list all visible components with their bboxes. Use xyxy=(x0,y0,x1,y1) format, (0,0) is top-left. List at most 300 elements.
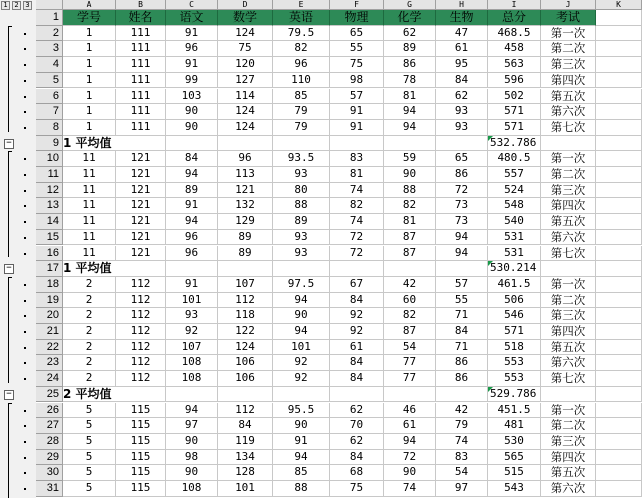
data-cell[interactable]: 71 xyxy=(436,308,488,324)
empty-cell[interactable] xyxy=(436,136,488,152)
empty-cell[interactable] xyxy=(596,136,642,152)
data-cell[interactable]: 106 xyxy=(218,371,273,387)
data-cell[interactable]: 2 xyxy=(63,324,116,340)
data-cell[interactable]: 98 xyxy=(330,73,384,89)
empty-cell[interactable] xyxy=(596,246,642,262)
data-cell[interactable]: 103 xyxy=(166,89,218,105)
data-cell[interactable]: 96 xyxy=(166,246,218,262)
row-header[interactable]: 17 xyxy=(36,261,63,277)
data-cell[interactable]: 92 xyxy=(273,355,330,371)
data-cell[interactable]: 11 xyxy=(63,151,116,167)
column-header[interactable]: A xyxy=(63,0,116,10)
data-cell[interactable]: 67 xyxy=(330,277,384,293)
data-cell[interactable]: 61 xyxy=(436,41,488,57)
data-cell[interactable]: 115 xyxy=(116,481,166,497)
data-cell[interactable]: 115 xyxy=(116,418,166,434)
data-cell[interactable]: 71 xyxy=(436,340,488,356)
data-cell[interactable]: 90 xyxy=(166,120,218,136)
exam-cell[interactable]: 第六次 xyxy=(541,481,596,497)
empty-cell[interactable] xyxy=(218,387,273,403)
data-cell[interactable]: 112 xyxy=(116,340,166,356)
data-cell[interactable]: 89 xyxy=(384,41,436,57)
data-cell[interactable]: 101 xyxy=(166,293,218,309)
data-cell[interactable]: 108 xyxy=(166,355,218,371)
data-cell[interactable]: 111 xyxy=(116,57,166,73)
data-cell[interactable]: 79 xyxy=(273,104,330,120)
row-header[interactable]: 29 xyxy=(36,450,63,466)
empty-cell[interactable] xyxy=(166,261,218,277)
data-cell[interactable]: 121 xyxy=(116,167,166,183)
empty-cell[interactable] xyxy=(384,387,436,403)
data-cell[interactable]: 2 xyxy=(63,308,116,324)
row-header[interactable]: 27 xyxy=(36,418,63,434)
data-cell[interactable]: 81 xyxy=(330,167,384,183)
data-cell[interactable]: 72 xyxy=(330,230,384,246)
data-cell[interactable]: 94 xyxy=(436,230,488,246)
data-cell[interactable]: 515 xyxy=(488,465,541,481)
row-header[interactable]: 8 xyxy=(36,120,63,136)
data-cell[interactable]: 108 xyxy=(166,371,218,387)
data-cell[interactable]: 85 xyxy=(273,465,330,481)
data-cell[interactable]: 2 xyxy=(63,355,116,371)
empty-cell[interactable] xyxy=(596,41,642,57)
data-cell[interactable]: 77 xyxy=(384,371,436,387)
data-cell[interactable]: 84 xyxy=(218,418,273,434)
empty-cell[interactable] xyxy=(596,230,642,246)
data-cell[interactable]: 480.5 xyxy=(488,151,541,167)
row-header[interactable]: 21 xyxy=(36,324,63,340)
data-cell[interactable]: 451.5 xyxy=(488,403,541,419)
row-header[interactable]: 15 xyxy=(36,230,63,246)
data-cell[interactable]: 5 xyxy=(63,481,116,497)
average-label-cell[interactable]: 1 平均值 xyxy=(63,136,116,152)
data-cell[interactable]: 92 xyxy=(330,308,384,324)
collapse-group-button[interactable]: − xyxy=(4,390,14,400)
data-cell[interactable]: 11 xyxy=(63,167,116,183)
empty-cell[interactable] xyxy=(596,167,642,183)
data-cell[interactable]: 5 xyxy=(63,418,116,434)
data-cell[interactable]: 111 xyxy=(116,26,166,42)
data-cell[interactable]: 557 xyxy=(488,167,541,183)
data-cell[interactable]: 84 xyxy=(436,73,488,89)
column-header[interactable]: F xyxy=(330,0,384,10)
column-header[interactable]: C xyxy=(166,0,218,10)
exam-cell[interactable]: 第三次 xyxy=(541,308,596,324)
data-cell[interactable]: 91 xyxy=(273,434,330,450)
data-cell[interactable]: 91 xyxy=(330,120,384,136)
data-cell[interactable]: 90 xyxy=(166,104,218,120)
empty-cell[interactable] xyxy=(596,371,642,387)
average-label-cell[interactable]: 1 平均值 xyxy=(63,261,116,277)
empty-cell[interactable] xyxy=(596,277,642,293)
collapse-group-button[interactable]: − xyxy=(4,139,14,149)
data-cell[interactable]: 553 xyxy=(488,355,541,371)
data-cell[interactable]: 524 xyxy=(488,183,541,199)
data-cell[interactable]: 115 xyxy=(116,403,166,419)
data-cell[interactable]: 121 xyxy=(116,151,166,167)
data-cell[interactable]: 73 xyxy=(436,214,488,230)
empty-cell[interactable] xyxy=(330,387,384,403)
exam-cell[interactable]: 第四次 xyxy=(541,324,596,340)
data-cell[interactable]: 74 xyxy=(384,481,436,497)
empty-cell[interactable] xyxy=(596,73,642,89)
data-cell[interactable]: 94 xyxy=(166,214,218,230)
row-header[interactable]: 31 xyxy=(36,481,63,497)
collapse-group-button[interactable]: − xyxy=(4,264,14,274)
data-cell[interactable]: 2 xyxy=(63,340,116,356)
data-cell[interactable]: 83 xyxy=(330,151,384,167)
data-cell[interactable]: 97 xyxy=(436,481,488,497)
data-cell[interactable]: 94 xyxy=(384,120,436,136)
exam-cell[interactable]: 第一次 xyxy=(541,403,596,419)
data-cell[interactable]: 94 xyxy=(166,167,218,183)
empty-cell[interactable] xyxy=(116,261,166,277)
header-cell[interactable]: 物理 xyxy=(330,10,384,26)
data-cell[interactable]: 124 xyxy=(218,104,273,120)
data-cell[interactable]: 93 xyxy=(436,104,488,120)
data-cell[interactable]: 543 xyxy=(488,481,541,497)
exam-cell[interactable]: 第七次 xyxy=(541,120,596,136)
row-header[interactable]: 30 xyxy=(36,465,63,481)
data-cell[interactable]: 530 xyxy=(488,434,541,450)
row-header[interactable]: 6 xyxy=(36,89,63,105)
data-cell[interactable]: 73 xyxy=(436,198,488,214)
data-cell[interactable]: 94 xyxy=(384,104,436,120)
row-header[interactable]: 3 xyxy=(36,41,63,57)
data-cell[interactable]: 93 xyxy=(436,120,488,136)
row-header[interactable]: 20 xyxy=(36,308,63,324)
data-cell[interactable]: 54 xyxy=(436,465,488,481)
data-cell[interactable]: 91 xyxy=(330,104,384,120)
data-cell[interactable]: 75 xyxy=(330,481,384,497)
data-cell[interactable]: 11 xyxy=(63,214,116,230)
empty-cell[interactable] xyxy=(541,136,596,152)
data-cell[interactable]: 548 xyxy=(488,198,541,214)
data-cell[interactable]: 84 xyxy=(436,324,488,340)
data-cell[interactable]: 90 xyxy=(166,465,218,481)
data-cell[interactable]: 94 xyxy=(273,324,330,340)
data-cell[interactable]: 111 xyxy=(116,104,166,120)
column-header[interactable]: D xyxy=(218,0,273,10)
data-cell[interactable]: 82 xyxy=(384,198,436,214)
exam-cell[interactable]: 第四次 xyxy=(541,450,596,466)
average-label-cell[interactable]: 2 平均值 xyxy=(63,387,116,403)
data-cell[interactable]: 74 xyxy=(330,183,384,199)
data-cell[interactable]: 112 xyxy=(218,293,273,309)
exam-cell[interactable]: 第二次 xyxy=(541,293,596,309)
data-cell[interactable]: 81 xyxy=(384,89,436,105)
data-cell[interactable]: 113 xyxy=(218,167,273,183)
empty-cell[interactable] xyxy=(166,136,218,152)
data-cell[interactable]: 111 xyxy=(116,89,166,105)
exam-cell[interactable]: 第五次 xyxy=(541,465,596,481)
data-cell[interactable]: 90 xyxy=(273,418,330,434)
data-cell[interactable]: 62 xyxy=(436,89,488,105)
data-cell[interactable]: 57 xyxy=(330,89,384,105)
data-cell[interactable]: 1 xyxy=(63,41,116,57)
data-cell[interactable]: 74 xyxy=(436,434,488,450)
data-cell[interactable]: 87 xyxy=(384,230,436,246)
exam-cell[interactable]: 第六次 xyxy=(541,104,596,120)
exam-cell[interactable]: 第四次 xyxy=(541,198,596,214)
data-cell[interactable]: 2 xyxy=(63,277,116,293)
data-cell[interactable]: 94 xyxy=(273,450,330,466)
data-cell[interactable]: 5 xyxy=(63,465,116,481)
data-cell[interactable]: 458 xyxy=(488,41,541,57)
data-cell[interactable]: 93 xyxy=(273,167,330,183)
header-cell[interactable]: 语文 xyxy=(166,10,218,26)
data-cell[interactable]: 1 xyxy=(63,104,116,120)
column-header[interactable]: J xyxy=(541,0,596,10)
data-cell[interactable]: 72 xyxy=(330,246,384,262)
data-cell[interactable]: 112 xyxy=(116,277,166,293)
data-cell[interactable]: 55 xyxy=(436,293,488,309)
data-cell[interactable]: 84 xyxy=(330,293,384,309)
empty-cell[interactable] xyxy=(218,261,273,277)
data-cell[interactable]: 502 xyxy=(488,89,541,105)
header-cell[interactable]: 总分 xyxy=(488,10,541,26)
data-cell[interactable]: 62 xyxy=(384,26,436,42)
data-cell[interactable]: 531 xyxy=(488,230,541,246)
empty-cell[interactable] xyxy=(116,387,166,403)
data-cell[interactable]: 5 xyxy=(63,434,116,450)
data-cell[interactable]: 78 xyxy=(384,73,436,89)
exam-cell[interactable]: 第二次 xyxy=(541,418,596,434)
data-cell[interactable]: 95.5 xyxy=(273,403,330,419)
data-cell[interactable]: 82 xyxy=(273,41,330,57)
data-cell[interactable]: 128 xyxy=(218,465,273,481)
empty-cell[interactable] xyxy=(596,340,642,356)
exam-cell[interactable]: 第三次 xyxy=(541,183,596,199)
row-header[interactable]: 25 xyxy=(36,387,63,403)
data-cell[interactable]: 115 xyxy=(116,450,166,466)
data-cell[interactable]: 91 xyxy=(166,277,218,293)
row-header[interactable]: 12 xyxy=(36,183,63,199)
data-cell[interactable]: 546 xyxy=(488,308,541,324)
data-cell[interactable]: 107 xyxy=(218,277,273,293)
data-cell[interactable]: 42 xyxy=(384,277,436,293)
row-header[interactable]: 14 xyxy=(36,214,63,230)
column-header[interactable]: B xyxy=(116,0,166,10)
data-cell[interactable]: 121 xyxy=(218,183,273,199)
empty-cell[interactable] xyxy=(541,387,596,403)
data-cell[interactable]: 59 xyxy=(384,151,436,167)
empty-cell[interactable] xyxy=(596,308,642,324)
data-cell[interactable]: 88 xyxy=(273,198,330,214)
data-cell[interactable]: 86 xyxy=(436,371,488,387)
data-cell[interactable]: 2 xyxy=(63,371,116,387)
data-cell[interactable]: 70 xyxy=(330,418,384,434)
outline-level-button[interactable]: 3 xyxy=(23,1,32,10)
data-cell[interactable]: 75 xyxy=(218,41,273,57)
column-header[interactable]: K xyxy=(596,0,642,10)
empty-cell[interactable] xyxy=(596,151,642,167)
row-header[interactable]: 23 xyxy=(36,355,63,371)
data-cell[interactable]: 1 xyxy=(63,120,116,136)
row-header[interactable]: 19 xyxy=(36,293,63,309)
data-cell[interactable]: 106 xyxy=(218,355,273,371)
empty-cell[interactable] xyxy=(166,387,218,403)
data-cell[interactable]: 107 xyxy=(166,340,218,356)
data-cell[interactable]: 5 xyxy=(63,403,116,419)
data-cell[interactable]: 88 xyxy=(384,183,436,199)
data-cell[interactable]: 506 xyxy=(488,293,541,309)
data-cell[interactable]: 79 xyxy=(273,120,330,136)
data-cell[interactable]: 101 xyxy=(273,340,330,356)
header-cell[interactable]: 姓名 xyxy=(116,10,166,26)
data-cell[interactable]: 47 xyxy=(436,26,488,42)
data-cell[interactable]: 111 xyxy=(116,41,166,57)
empty-cell[interactable] xyxy=(596,481,642,497)
data-cell[interactable]: 60 xyxy=(384,293,436,309)
empty-cell[interactable] xyxy=(596,26,642,42)
data-cell[interactable]: 89 xyxy=(218,230,273,246)
empty-cell[interactable] xyxy=(116,136,166,152)
data-cell[interactable]: 1 xyxy=(63,89,116,105)
data-cell[interactable]: 92 xyxy=(273,371,330,387)
data-cell[interactable]: 79 xyxy=(436,418,488,434)
outline-level-button[interactable]: 2 xyxy=(12,1,21,10)
data-cell[interactable]: 11 xyxy=(63,198,116,214)
data-cell[interactable]: 61 xyxy=(330,340,384,356)
data-cell[interactable]: 96 xyxy=(166,41,218,57)
column-header[interactable]: H xyxy=(436,0,488,10)
data-cell[interactable]: 81 xyxy=(384,214,436,230)
data-cell[interactable]: 90 xyxy=(273,308,330,324)
exam-cell[interactable]: 第五次 xyxy=(541,340,596,356)
exam-cell[interactable]: 第五次 xyxy=(541,89,596,105)
empty-cell[interactable] xyxy=(596,198,642,214)
data-cell[interactable]: 72 xyxy=(384,450,436,466)
empty-cell[interactable] xyxy=(330,261,384,277)
outline-level-button[interactable]: 1 xyxy=(1,1,10,10)
data-cell[interactable]: 124 xyxy=(218,340,273,356)
empty-cell[interactable] xyxy=(596,324,642,340)
empty-cell[interactable] xyxy=(436,387,488,403)
data-cell[interactable]: 94 xyxy=(436,246,488,262)
data-cell[interactable]: 112 xyxy=(116,324,166,340)
data-cell[interactable]: 79.5 xyxy=(273,26,330,42)
row-header[interactable]: 18 xyxy=(36,277,63,293)
data-cell[interactable]: 111 xyxy=(116,120,166,136)
data-cell[interactable]: 127 xyxy=(218,73,273,89)
data-cell[interactable]: 90 xyxy=(384,465,436,481)
data-cell[interactable]: 571 xyxy=(488,120,541,136)
empty-cell[interactable] xyxy=(596,183,642,199)
data-cell[interactable]: 122 xyxy=(218,324,273,340)
empty-cell[interactable] xyxy=(596,104,642,120)
data-cell[interactable]: 42 xyxy=(436,403,488,419)
data-cell[interactable]: 540 xyxy=(488,214,541,230)
data-cell[interactable]: 95 xyxy=(436,57,488,73)
row-header[interactable]: 13 xyxy=(36,198,63,214)
average-value-cell[interactable]: 529.786 xyxy=(488,387,541,403)
data-cell[interactable]: 65 xyxy=(436,151,488,167)
data-cell[interactable]: 112 xyxy=(116,371,166,387)
data-cell[interactable]: 129 xyxy=(218,214,273,230)
data-cell[interactable]: 114 xyxy=(218,89,273,105)
data-cell[interactable]: 86 xyxy=(384,57,436,73)
data-cell[interactable]: 115 xyxy=(116,465,166,481)
empty-cell[interactable] xyxy=(596,57,642,73)
exam-cell[interactable]: 第六次 xyxy=(541,230,596,246)
select-all-corner[interactable] xyxy=(36,0,63,10)
data-cell[interactable]: 90 xyxy=(166,434,218,450)
empty-cell[interactable] xyxy=(596,387,642,403)
row-header[interactable]: 24 xyxy=(36,371,63,387)
data-cell[interactable]: 1 xyxy=(63,73,116,89)
data-cell[interactable]: 531 xyxy=(488,246,541,262)
data-cell[interactable]: 96 xyxy=(273,57,330,73)
empty-cell[interactable] xyxy=(596,434,642,450)
row-header[interactable]: 1 xyxy=(36,10,63,26)
exam-cell[interactable]: 第三次 xyxy=(541,57,596,73)
data-cell[interactable]: 94 xyxy=(273,293,330,309)
data-cell[interactable]: 112 xyxy=(218,403,273,419)
data-cell[interactable]: 77 xyxy=(384,355,436,371)
column-header[interactable]: G xyxy=(384,0,436,10)
empty-cell[interactable] xyxy=(596,418,642,434)
data-cell[interactable]: 121 xyxy=(116,198,166,214)
data-cell[interactable]: 85 xyxy=(273,89,330,105)
data-cell[interactable]: 1 xyxy=(63,57,116,73)
data-cell[interactable]: 93 xyxy=(273,246,330,262)
data-cell[interactable]: 89 xyxy=(218,246,273,262)
exam-cell[interactable]: 第七次 xyxy=(541,246,596,262)
empty-cell[interactable] xyxy=(596,261,642,277)
data-cell[interactable]: 120 xyxy=(218,57,273,73)
data-cell[interactable]: 91 xyxy=(166,26,218,42)
data-cell[interactable]: 518 xyxy=(488,340,541,356)
data-cell[interactable]: 468.5 xyxy=(488,26,541,42)
empty-cell[interactable] xyxy=(384,136,436,152)
empty-cell[interactable] xyxy=(218,136,273,152)
exam-cell[interactable]: 第一次 xyxy=(541,277,596,293)
exam-cell[interactable]: 第四次 xyxy=(541,73,596,89)
data-cell[interactable]: 596 xyxy=(488,73,541,89)
column-header[interactable]: E xyxy=(273,0,330,10)
data-cell[interactable]: 89 xyxy=(166,183,218,199)
data-cell[interactable]: 98 xyxy=(166,450,218,466)
row-header[interactable]: 7 xyxy=(36,104,63,120)
data-cell[interactable]: 86 xyxy=(436,167,488,183)
row-header[interactable]: 2 xyxy=(36,26,63,42)
data-cell[interactable]: 92 xyxy=(166,324,218,340)
data-cell[interactable]: 124 xyxy=(218,26,273,42)
data-cell[interactable]: 121 xyxy=(116,214,166,230)
data-cell[interactable]: 108 xyxy=(166,481,218,497)
data-cell[interactable]: 132 xyxy=(218,198,273,214)
data-cell[interactable]: 110 xyxy=(273,73,330,89)
data-cell[interactable]: 94 xyxy=(384,434,436,450)
data-cell[interactable]: 86 xyxy=(436,355,488,371)
exam-cell[interactable]: 第五次 xyxy=(541,214,596,230)
empty-cell[interactable] xyxy=(596,10,642,26)
empty-cell[interactable] xyxy=(330,136,384,152)
data-cell[interactable]: 82 xyxy=(384,308,436,324)
data-cell[interactable]: 112 xyxy=(116,308,166,324)
data-cell[interactable]: 54 xyxy=(384,340,436,356)
data-cell[interactable]: 72 xyxy=(436,183,488,199)
data-cell[interactable]: 563 xyxy=(488,57,541,73)
exam-cell[interactable]: 第三次 xyxy=(541,434,596,450)
row-header[interactable]: 28 xyxy=(36,434,63,450)
empty-cell[interactable] xyxy=(273,136,330,152)
data-cell[interactable]: 571 xyxy=(488,104,541,120)
data-cell[interactable]: 115 xyxy=(116,434,166,450)
data-cell[interactable]: 94 xyxy=(166,403,218,419)
exam-cell[interactable]: 第七次 xyxy=(541,371,596,387)
